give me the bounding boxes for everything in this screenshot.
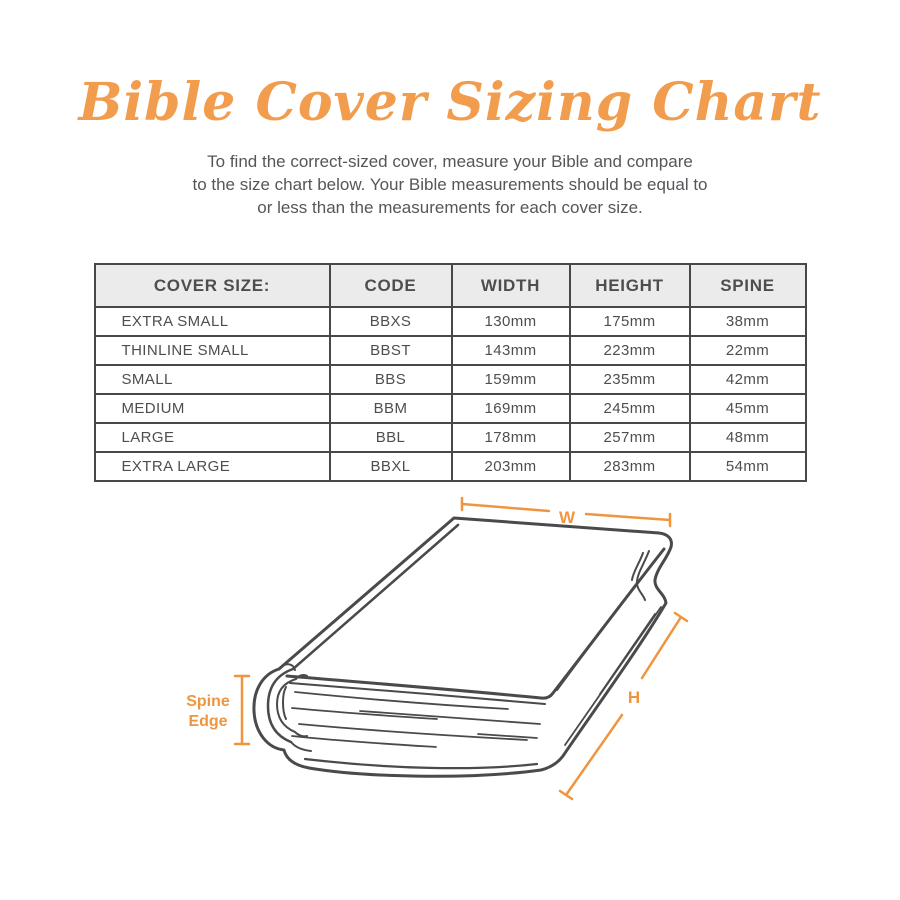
header-code: CODE	[330, 264, 452, 307]
intro-text	[0, 150, 900, 219]
cell-spine: 45mm	[690, 394, 806, 423]
table-row	[95, 394, 806, 423]
cell-height: 175mm	[570, 307, 690, 336]
cell-spine: 38mm	[690, 307, 806, 336]
cell-code: BBS	[330, 365, 452, 394]
book-illustration	[254, 518, 672, 776]
table-row	[95, 423, 806, 452]
cell-width: 203mm	[452, 452, 570, 481]
cell-height: 245mm	[570, 394, 690, 423]
cell-spine: 42mm	[690, 365, 806, 394]
cell-spine: 22mm	[690, 336, 806, 365]
cell-cover-size: MEDIUM	[95, 394, 330, 423]
spine-edge-label-line2: Edge	[188, 713, 228, 730]
cell-cover-size: SMALL	[95, 365, 330, 394]
table-row	[95, 365, 806, 394]
sizing-table	[94, 263, 807, 482]
cell-code: BBL	[330, 423, 452, 452]
cell-code: BBXS	[330, 307, 452, 336]
cell-width: 159mm	[452, 365, 570, 394]
cell-height: 257mm	[570, 423, 690, 452]
header-height: HEIGHT	[570, 264, 690, 307]
cell-width: 130mm	[452, 307, 570, 336]
cell-code: BBM	[330, 394, 452, 423]
page-title: Bible Cover Sizing Chart	[78, 72, 822, 133]
width-label: W	[558, 508, 576, 527]
header-width: WIDTH	[452, 264, 570, 307]
header-cover-size: COVER SIZE:	[95, 264, 330, 307]
cell-cover-size: LARGE	[95, 423, 330, 452]
table-row	[95, 452, 806, 481]
cell-spine: 54mm	[690, 452, 806, 481]
cell-code: BBST	[330, 336, 452, 365]
cell-width: 178mm	[452, 423, 570, 452]
cell-width: 169mm	[452, 394, 570, 423]
cell-cover-size: EXTRA SMALL	[95, 307, 330, 336]
intro-line: to the size chart below. Your Bible measurements should be equal to	[192, 175, 708, 194]
cell-cover-size: THINLINE SMALL	[95, 336, 330, 365]
spine-edge-label-line1: Spine	[186, 693, 230, 710]
cell-width: 143mm	[452, 336, 570, 365]
header-row	[95, 264, 806, 307]
spine-dimension	[235, 676, 249, 744]
table-row	[95, 336, 806, 365]
measurement-diagram	[0, 487, 900, 832]
header-spine: SPINE	[690, 264, 806, 307]
spine-dimension-line	[235, 676, 249, 744]
spine-edge-label	[186, 693, 230, 730]
cell-height: 283mm	[570, 452, 690, 481]
intro-line: or less than the measurements for each cover size.	[257, 198, 643, 217]
intro-line: To find the correct-sized cover, measure your Bible and compare	[207, 152, 693, 171]
cell-spine: 48mm	[690, 423, 806, 452]
cell-height: 223mm	[570, 336, 690, 365]
height-label: H	[627, 688, 641, 707]
table-row	[95, 307, 806, 336]
cell-code: BBXL	[330, 452, 452, 481]
cell-height: 235mm	[570, 365, 690, 394]
cell-cover-size: EXTRA LARGE	[95, 452, 330, 481]
